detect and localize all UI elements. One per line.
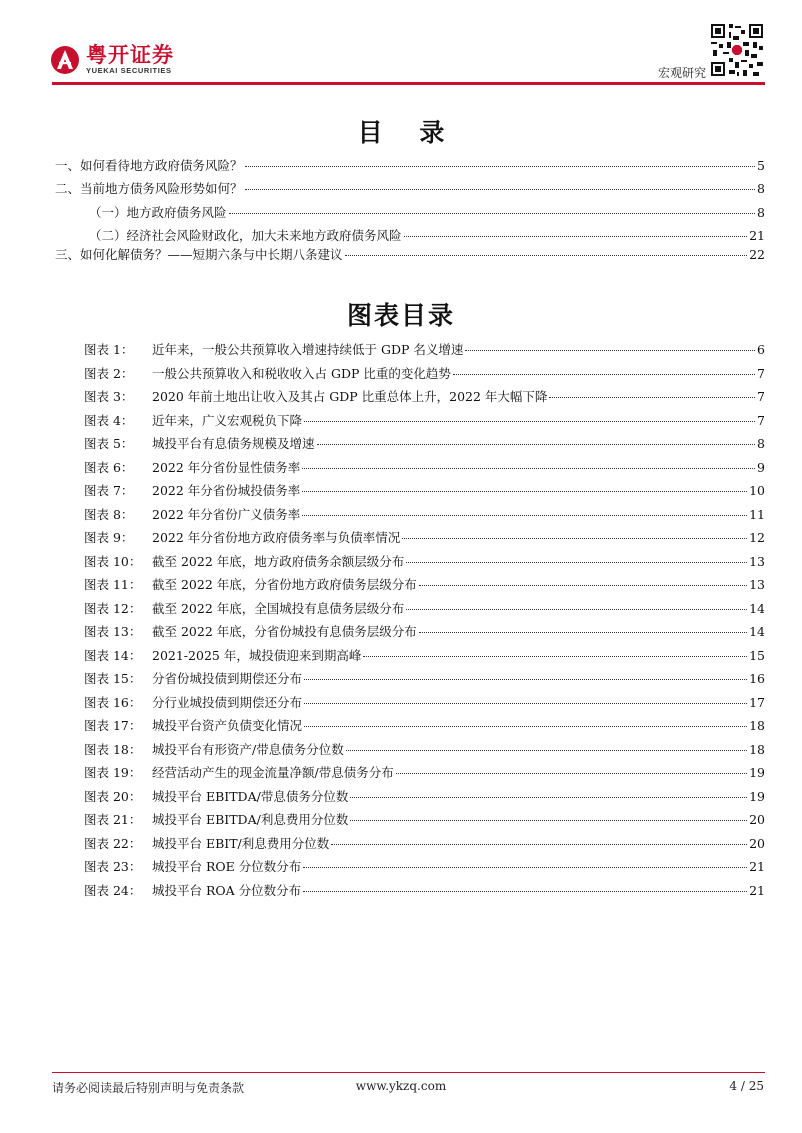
figure-page: 21	[749, 882, 765, 898]
page-header	[0, 0, 802, 90]
figure-entry[interactable]	[84, 342, 765, 358]
figure-page: 19	[749, 788, 765, 804]
figure-entry[interactable]	[84, 648, 765, 664]
dot-leader	[346, 750, 747, 751]
dot-leader	[302, 515, 747, 516]
figure-number: 图表 14：	[84, 647, 142, 663]
figure-page: 7	[757, 365, 765, 381]
figure-page: 7	[757, 389, 765, 404]
figure-number: 图表 11：	[84, 577, 142, 592]
dot-leader	[549, 397, 755, 398]
figure-number: 图表 19：	[84, 765, 142, 780]
figure-caption: 城投平台 EBITDA/利息费用分位数	[152, 812, 349, 827]
figure-page: 13	[749, 553, 765, 569]
toc-entry[interactable]	[55, 181, 765, 197]
figure-entry[interactable]	[84, 789, 765, 805]
figure-caption: 城投平台有息债务规模及增速	[152, 436, 315, 451]
dot-leader	[350, 820, 747, 821]
figure-page: 18	[749, 741, 765, 757]
dot-leader	[304, 703, 747, 704]
figure-page: 12	[749, 530, 765, 545]
dot-leader	[350, 797, 747, 798]
figure-entry[interactable]	[84, 366, 765, 382]
dot-leader	[245, 189, 756, 190]
toc-entry-page: 8	[757, 205, 765, 220]
toc-entry[interactable]	[55, 158, 765, 174]
figure-entry[interactable]	[84, 483, 765, 499]
dot-leader	[402, 538, 747, 539]
figure-caption: 分省份城投债到期偿还分布	[152, 671, 303, 686]
toc-entry-label: 二、当前地方债务风险形势如何？	[55, 181, 243, 196]
footer-divider	[52, 1072, 765, 1073]
figure-number: 图表 1：	[84, 342, 134, 357]
figure-number: 图表 20：	[84, 788, 142, 804]
figure-caption: 截至 2022 年底，全国城投有息债务层级分布	[152, 600, 405, 616]
dot-leader	[317, 444, 756, 445]
dot-leader	[419, 632, 747, 633]
figure-page: 14	[749, 600, 765, 616]
figure-entry[interactable]	[84, 530, 765, 546]
figure-number: 图表 18：	[84, 741, 142, 757]
dot-leader	[302, 491, 747, 492]
figure-page: 9	[757, 459, 765, 475]
figure-number: 图表 24：	[84, 882, 142, 898]
brand-logo	[50, 44, 174, 75]
toc-entry-label: 一、如何看待地方政府债务风险？	[55, 158, 243, 173]
figure-page: 10	[749, 483, 765, 498]
figure-entry[interactable]	[84, 601, 765, 617]
figure-entry[interactable]	[84, 695, 765, 711]
figure-page: 15	[749, 647, 765, 663]
figure-entry[interactable]	[84, 624, 765, 640]
figure-entry[interactable]	[84, 389, 765, 405]
toc-entry-label: 三、如何化解债务？——短期六条与中长期八条建议	[55, 247, 343, 262]
figure-number: 图表 3：	[84, 389, 134, 404]
figure-entry[interactable]	[84, 859, 765, 875]
figure-page: 21	[749, 859, 765, 874]
figure-number: 图表 17：	[84, 718, 142, 733]
figure-caption: 2022 年分省份地方政府债务率与负债率情况	[152, 530, 401, 545]
toc-entry-page: 22	[749, 247, 765, 262]
figure-number: 图表 12：	[84, 600, 142, 616]
figure-caption: 2022 年分省份显性债务率	[152, 459, 301, 475]
figure-number: 图表 15：	[84, 671, 142, 686]
figure-caption: 2022 年分省份广义债务率	[152, 506, 301, 522]
dot-leader	[453, 374, 755, 375]
figure-entry[interactable]	[84, 413, 765, 429]
figure-number: 图表 7：	[84, 483, 134, 498]
dot-leader	[302, 468, 755, 469]
figure-page: 8	[757, 436, 765, 451]
dot-leader	[396, 773, 747, 774]
figure-list-title: 图表目录	[346, 301, 455, 330]
dot-leader	[304, 421, 755, 422]
figure-entry[interactable]	[84, 765, 765, 781]
figure-caption: 截至 2022 年底，地方政府债务余额层级分布	[152, 553, 405, 569]
toc-entry-page: 8	[757, 181, 765, 196]
figure-caption: 城投平台资产负债变化情况	[152, 718, 303, 733]
dot-leader	[229, 213, 756, 214]
figure-number: 图表 5：	[84, 436, 134, 451]
toc-entry[interactable]	[89, 228, 765, 244]
report-category: 宏观研究	[657, 66, 706, 80]
dot-leader	[363, 656, 747, 657]
dot-leader	[303, 867, 747, 868]
figure-number: 图表 10：	[84, 553, 142, 569]
figure-caption: 城投平台 ROE 分位数分布	[152, 859, 302, 874]
figure-page: 17	[749, 694, 765, 710]
dot-leader	[419, 585, 747, 586]
dot-leader	[245, 166, 756, 167]
figure-page: 13	[749, 577, 765, 592]
footer-website[interactable]: www.ykzq.com	[355, 1079, 447, 1093]
figure-number: 图表 16：	[84, 694, 142, 710]
figure-number: 图表 2：	[84, 365, 134, 381]
footer-page-number: 4 / 25	[729, 1079, 764, 1093]
toc-entry[interactable]	[55, 247, 765, 263]
figure-caption: 截至 2022 年底，分省份地方政府债务层级分布	[152, 577, 417, 592]
toc-entry[interactable]	[89, 205, 765, 221]
toc-title: 目 录	[357, 118, 459, 147]
dot-leader	[345, 255, 748, 256]
figure-entry[interactable]	[84, 742, 765, 758]
toc-entry-page: 5	[757, 158, 765, 173]
figure-page: 14	[749, 624, 765, 639]
brand-name-en: YUEKAI SECURITIES	[86, 66, 172, 75]
figure-page: 6	[757, 342, 765, 357]
figure-entry[interactable]	[84, 460, 765, 476]
toc-entry-page: 21	[749, 228, 765, 243]
toc-entry-label: （一）地方政府债务风险	[89, 205, 227, 220]
figure-number: 图表 22：	[84, 835, 142, 851]
figure-caption: 城投平台 EBIT/利息费用分位数	[152, 835, 330, 851]
figure-number: 图表 8：	[84, 506, 134, 522]
dot-leader	[406, 609, 747, 610]
figure-entry[interactable]	[84, 671, 765, 687]
figure-number: 图表 6：	[84, 459, 134, 475]
figure-entry[interactable]	[84, 836, 765, 852]
figure-caption: 2021-2025 年，城投债迎来到期高峰	[152, 647, 362, 663]
figure-number: 图表 13：	[84, 624, 142, 639]
dot-leader	[465, 350, 755, 351]
figure-page: 16	[749, 671, 765, 686]
figure-number: 图表 9：	[84, 530, 134, 545]
qr-code-icon	[709, 22, 765, 78]
header-divider	[52, 82, 765, 85]
figure-caption: 2022 年分省份城投债务率	[152, 483, 301, 498]
figure-caption: 城投平台有形资产/带息债务分位数	[152, 741, 344, 757]
figure-number: 图表 23：	[84, 859, 142, 874]
brand-name-cn: 粤开证券	[86, 43, 174, 67]
dot-leader	[406, 562, 747, 563]
figure-entry[interactable]	[84, 812, 765, 828]
figure-entry[interactable]	[84, 883, 765, 899]
figure-caption: 经营活动产生的现金流量净额/带息债务分布	[152, 765, 394, 780]
figure-caption: 2020 年前土地出让收入及其占 GDP 比重总体上升，2022 年大幅下降	[152, 389, 548, 404]
figure-page: 19	[749, 765, 765, 780]
toc-entry-label: （二）经济社会风险财政化，加大未来地方政府债务风险	[89, 228, 402, 243]
dot-leader	[304, 679, 747, 680]
dot-leader	[304, 726, 747, 727]
dot-leader	[331, 844, 747, 845]
figure-caption: 分行业城投债到期偿还分布	[152, 694, 303, 710]
footer-disclaimer: 请务必阅读最后特别声明与免责条款	[52, 1081, 245, 1095]
figure-caption: 截至 2022 年底，分省份城投有息债务层级分布	[152, 624, 417, 639]
figure-caption: 一般公共预算收入和税收收入占 GDP 比重的变化趋势	[152, 365, 451, 381]
figure-caption: 城投平台 EBITDA/带息债务分位数	[152, 788, 349, 804]
figure-number: 图表 4：	[84, 412, 134, 428]
figure-entry[interactable]	[84, 436, 765, 452]
figure-page: 20	[749, 812, 765, 827]
figure-entry[interactable]	[84, 577, 765, 593]
figure-caption: 近年来，一般公共预算收入增速持续低于 GDP 名义增速	[152, 342, 464, 357]
figure-page: 20	[749, 835, 765, 851]
dot-leader	[404, 236, 748, 237]
figure-page: 7	[757, 412, 765, 428]
figure-entry[interactable]	[84, 554, 765, 570]
figure-entry[interactable]	[84, 507, 765, 523]
figure-page: 11	[749, 506, 765, 522]
figure-caption: 近年来，广义宏观税负下降	[152, 412, 303, 428]
brand-logo-icon	[50, 45, 80, 75]
figure-number: 图表 21：	[84, 812, 142, 827]
figure-entry[interactable]	[84, 718, 765, 734]
figure-caption: 城投平台 ROA 分位数分布	[152, 882, 302, 898]
figure-page: 18	[749, 718, 765, 733]
dot-leader	[303, 891, 747, 892]
